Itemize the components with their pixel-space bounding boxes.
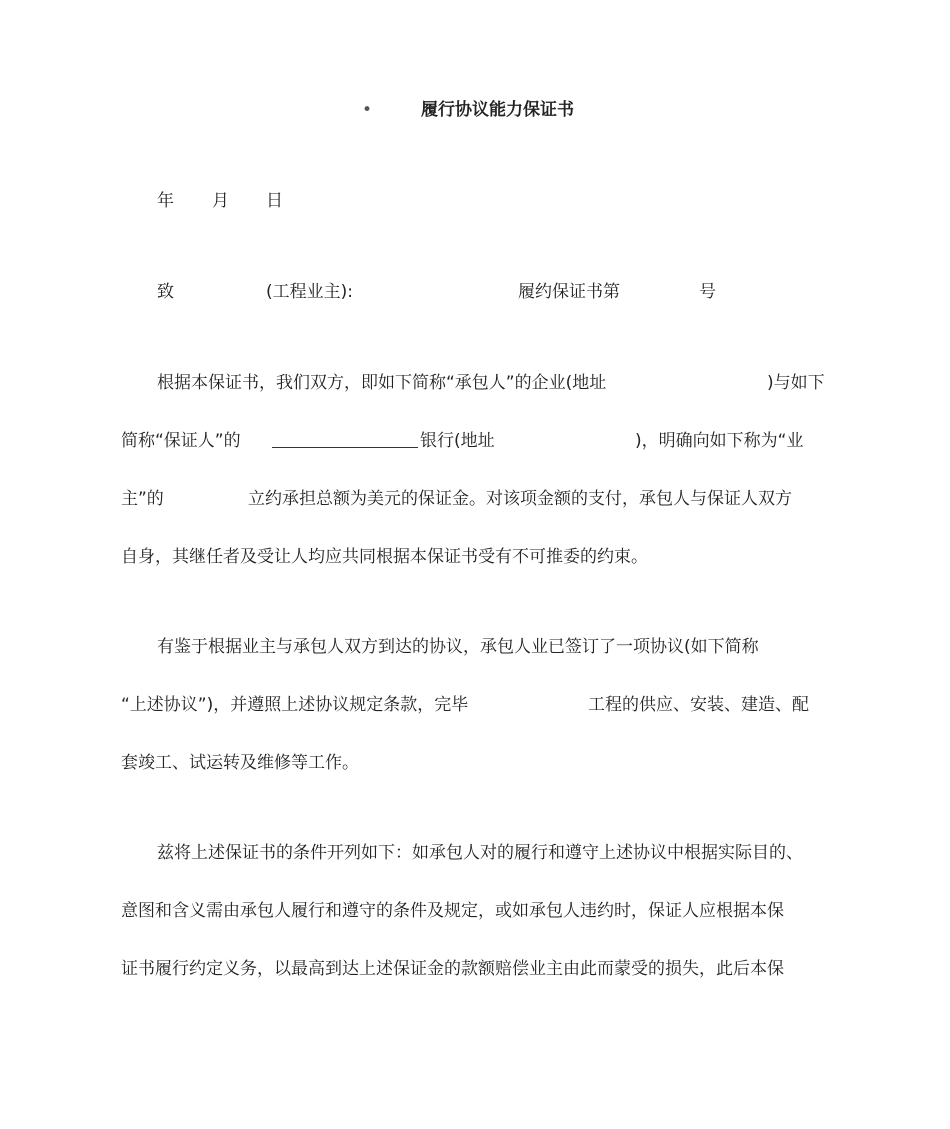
date-year: 年: [157, 191, 174, 211]
para3-line1: 兹将上述保证书的条件开列如下：如承包人对的履行和遵守上述协议中根据实际目的、: [157, 843, 803, 863]
para1-line1-b: )与如下: [767, 373, 825, 393]
para3-line2: 意图和含义需由承包人履行和遵守的条件及规定，或如承包人违约时，保证人应根据本保: [121, 901, 784, 921]
para1-line2-c: )，明确向如下称为“业: [635, 431, 804, 451]
para1-line2-a: 简称“保证人”的: [121, 431, 241, 451]
para1-line3-b: 立约承担总额为美元的保证金。对该项金额的支付，承包人与保证人双方: [248, 489, 792, 509]
guarantor-bank-blank: [272, 430, 418, 448]
para1-line4: 自身，其继任者及受让人均应共同根据本保证书受有不可推委的约束。: [121, 547, 648, 567]
para2-line1: 有鉴于根据业主与承包人双方到达的协议，承包人业已签订了一项协议(如下简称: [157, 637, 759, 657]
document-title: 履行协议能力保证书: [421, 100, 574, 120]
para2-line3: 套竣工、试运转及维修等工作。: [121, 753, 359, 773]
para2-line2-b: 工程的供应、安装、建造、配: [588, 695, 809, 715]
addressee-owner: (工程业主):: [266, 282, 353, 302]
para1-line2-b: 银行(地址: [420, 431, 495, 451]
para3-line3: 证书履行约定义务，以最高到达上述保证金的款额赔偿业主由此而蒙受的损失，此后本保: [121, 959, 784, 979]
title-bullet: •: [362, 100, 373, 120]
addressee-to: 致: [157, 282, 174, 302]
date-month: 月: [212, 191, 229, 211]
date-day: 日: [266, 191, 283, 211]
para2-line2-a: “上述协议”)，并遵照上述协议规定条款，完毕: [121, 695, 469, 715]
para1-line3-a: 主”的: [121, 489, 164, 509]
bond-number-suffix: 号: [699, 282, 716, 302]
para1-line1-a: 根据本保证书，我们双方，即如下简称“承包人”的企业(地址: [157, 373, 607, 393]
bond-number-label: 履约保证书第: [518, 282, 620, 302]
